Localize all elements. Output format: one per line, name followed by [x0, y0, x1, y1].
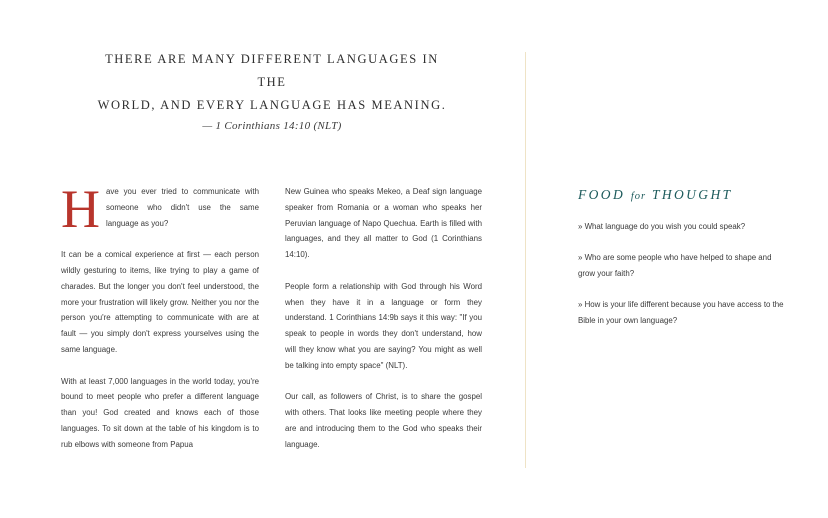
article-paragraph-1-text: ave you ever tried to communicate with someone who didn't use the same language as you?	[106, 187, 259, 228]
question-item: » How is your life different because you have access to the Bible in your own language?	[578, 299, 784, 325]
column-divider	[525, 52, 526, 468]
sidebar-title-word-3: THOUGHT	[651, 187, 733, 202]
article-paragraph-1	[61, 179, 259, 239]
quote-line-1: THERE ARE MANY DIFFERENT LANGUAGES IN THE	[105, 52, 439, 89]
article-paragraph-6: Our call, as followers of Christ, is to share the gospel with others. That looks like meeting people where they are and introducing them to the God who speaks their language.	[285, 392, 482, 449]
quote-citation: — 1 Corinthians 14:10 (NLT)	[202, 120, 342, 132]
article-paragraph-5: People form a relationship with God through his Word when they have it in a language or form they understand. 1 Corinthians 14:9b says it this way: "If you speak to people in words they don't understand, how will they know what you are saying? You might as well be talking into empty space" (NLT).	[285, 281, 482, 370]
quote-line-2: WORLD, AND EVERY LANGUAGE HAS MEANING.	[97, 98, 447, 112]
sidebar-title-word-2: for	[630, 191, 647, 202]
question-item: » Who are some people who have helped to shape and grow your faith?	[578, 253, 772, 278]
article-paragraph-2: It can be a comical experience at first — each person wildly gesturing to items, like trying to play a game of charades. But the longer you don't feel understood, the more your frustration will likely grow. Neither you nor the person you're attempting to communicate with are at fault — you simply don't express yourselves using the same language.	[61, 250, 259, 354]
article-column-left	[61, 179, 259, 468]
sidebar-title-word-1: FOOD	[578, 187, 626, 202]
food-for-thought-sidebar	[578, 184, 788, 344]
question-item: » What language do you wish you could speak?	[578, 222, 746, 231]
article-column-middle	[285, 184, 482, 468]
article-paragraph-4: New Guinea who speaks Mekeo, a Deaf sign language speaker from Romania or a woman who speaks her Peruvian language of Napo Quechua. Earth is filled with languages, and they all matter to God (1 Corinthians 14:10).	[285, 187, 482, 260]
article-paragraph-3: With at least 7,000 languages in the world today, you're bound to meet people who prefer a different language than you! God created and knows each of those languages. To sit down at the table of his kingdom is to rub elbows with someone from Papua	[61, 376, 259, 449]
quote-text	[92, 48, 452, 117]
drop-cap: H	[61, 179, 100, 239]
sidebar-title	[578, 187, 788, 203]
pull-quote	[92, 48, 452, 132]
